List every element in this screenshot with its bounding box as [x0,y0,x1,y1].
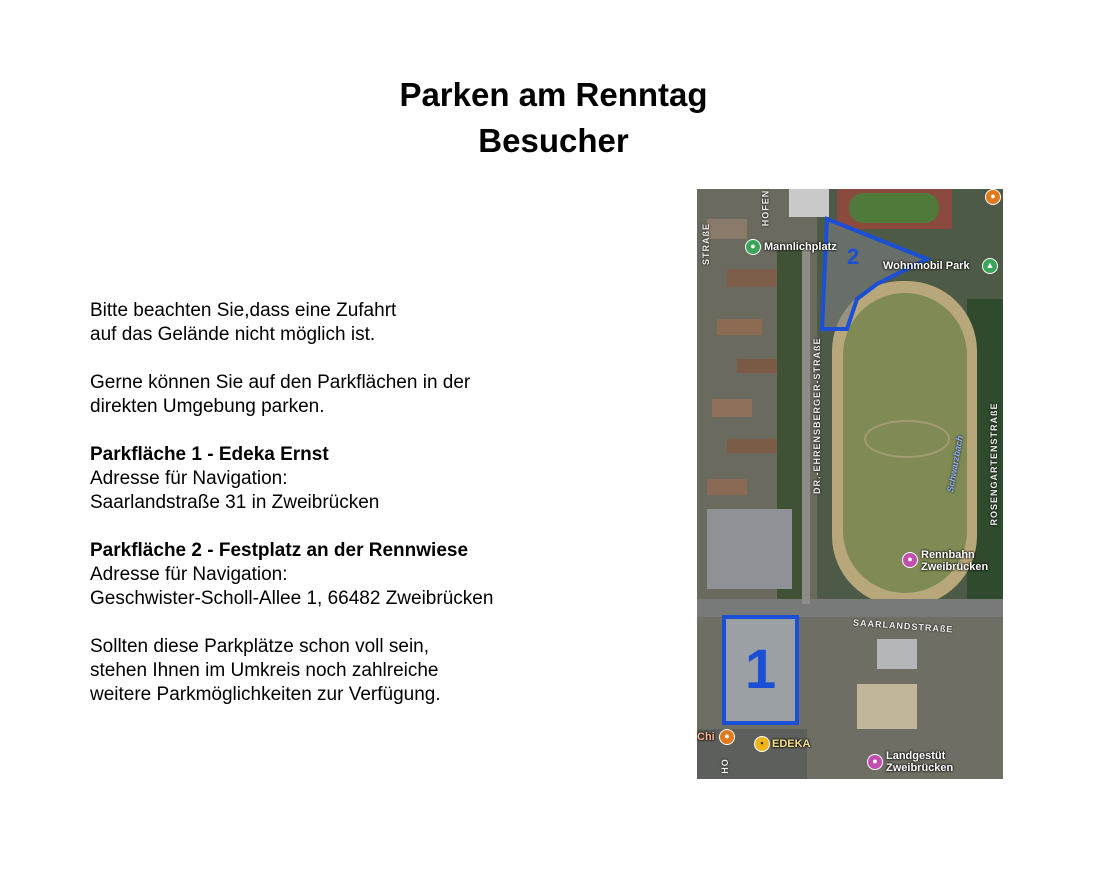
parking-area-2 [90,539,670,611]
label-wohnmobil-park: Wohnmobil Park [883,260,970,272]
food-pin-icon: ● [719,729,735,745]
parking-area-1 [90,443,670,515]
place-pin-icon: ● [745,239,761,255]
street-left-top: STRAßE [701,223,711,265]
label-edeka: EDEKA [772,738,811,750]
street-hofen: HOFEN [760,189,771,227]
building [717,319,762,335]
building [707,479,747,495]
label-rennbahn [921,549,988,573]
satellite-map [697,189,1003,779]
parking-number-2: 2 [847,244,860,269]
parking-area-2-address: Geschwister-Scholl-Allee 1, 66482 Zweibrücken [90,588,494,609]
parking-area-1-nav-label: Adresse für Navigation: [90,468,288,489]
building [727,439,782,453]
map-graphic [697,189,1003,779]
footer-line-2: stehen Ihnen im Umkreis noch zahlreiche [90,660,439,681]
info-text [90,299,670,731]
title-line-2: Besucher [478,122,629,159]
saarlandstrasse-road [697,599,1003,617]
parking-area-1-address: Saarlandstraße 31 in Zweibrücken [90,492,380,513]
campground-icon: ▲ [982,258,998,274]
intro-paragraph [90,299,670,347]
building [877,639,917,669]
parking-area-1-title: Parkfläche 1 - Edeka Ernst [90,444,329,465]
street-ho: HO [719,758,730,774]
street-ehrensberger: DR.-EHRENSBERGER-STRAßE [812,337,822,494]
shopping-cart-icon: ▪ [754,736,770,752]
title-line-1: Parken am Renntag [399,76,708,113]
page-title [0,72,1107,164]
stadium-field [849,193,939,223]
label-landgestuet-line-1: Landgestüt [886,750,946,762]
hint-paragraph [90,371,670,419]
restaurant-icon: ● [985,189,1001,205]
label-rennbahn-line-2: Zweibrücken [921,561,989,573]
parking-area-2-nav-label: Adresse für Navigation: [90,564,288,585]
ehrensberger-road [802,249,810,604]
building [727,269,777,287]
street-rosengarten: ROSENGARTENSTRAßE [989,402,999,526]
warehouse [707,509,792,589]
stud-farm-pin-icon: ● [867,754,883,770]
label-mannlichplatz: Mannlichplatz [764,241,837,253]
hint-line-2: direkten Umgebung parken. [90,396,325,417]
label-landgestuet [886,750,953,774]
hint-line-1: Gerne können Sie auf den Parkflächen in der [90,372,471,393]
building-top [789,189,829,217]
label-schwarzbach: Schwarzbach [945,434,965,494]
racetrack-pin-icon: ● [902,552,918,568]
footer-line-3: weitere Parkmöglichkeiten zur Verfügung. [90,684,441,705]
building [707,219,747,239]
parking-number-1: 1 [745,637,777,700]
building [712,399,752,417]
street-saarlandstrasse: SAARLANDSTRAßE [852,617,954,635]
label-landgestuet-line-2: Zweibrücken [886,762,954,774]
label-rennbahn-line-1: Rennbahn [921,549,975,561]
intro-line-2: auf das Gelände nicht möglich ist. [90,324,376,345]
open-ground [857,684,917,729]
footer-line-1: Sollten diese Parkplätze schon voll sein, [90,636,430,657]
label-chi: Chi [697,731,715,743]
intro-line-1: Bitte beachten Sie,dass eine Zufahrt [90,300,397,321]
footer-paragraph [90,635,670,707]
parking-area-2-title: Parkfläche 2 - Festplatz an der Rennwiese [90,540,469,561]
